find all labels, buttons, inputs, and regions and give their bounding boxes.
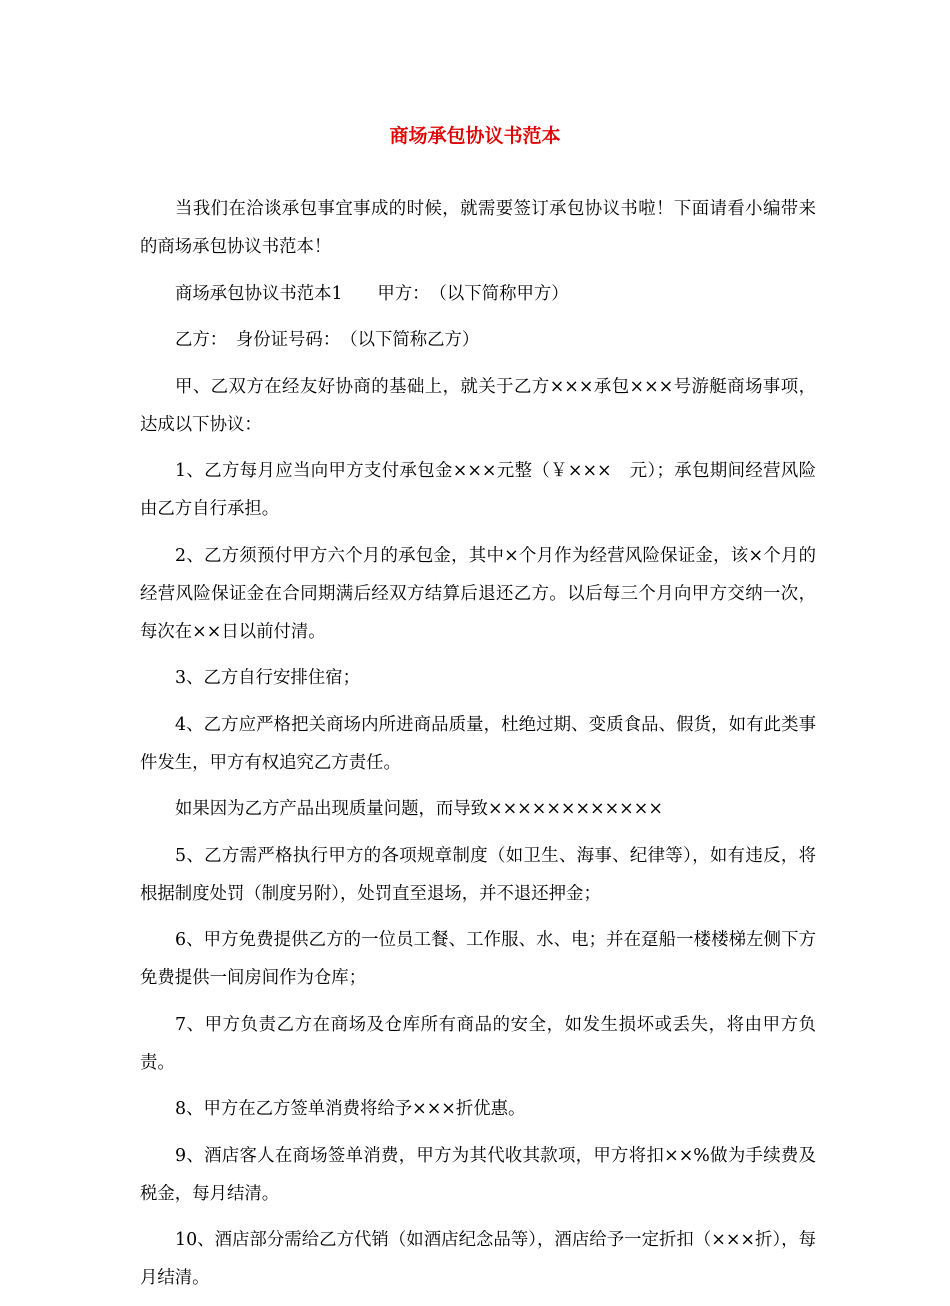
paragraph-clause-7: 7、甲方负责乙方在商场及仓库所有商品的安全，如发生损坏或丢失，将由甲方负责。 — [140, 1014, 816, 1073]
paragraph-clause-10: 10、酒店部分需给乙方代销（如酒店纪念品等），酒店给予一定折扣（×××折），每月结清。 — [140, 1230, 816, 1288]
paragraph-party-a: 商场承包协议书范本1 甲方： （以下简称甲方） — [175, 283, 569, 304]
paragraph-clause-3: 3、乙方自行安排住宿； — [175, 668, 360, 688]
paragraph-clause-1: 1、乙方每月应当向甲方支付承包金×××元整（￥××× 元）；承包期间经营风险由乙方自行承担。 — [140, 461, 816, 519]
paragraph-preamble: 甲、乙双方在经友好协商的基础上，就关于乙方×××承包×××号游艇商场事项，达成以下协议： — [140, 376, 816, 435]
paragraph-quality-note: 如果因为乙方产品出现质量问题，而导致×××××××××××× — [175, 799, 663, 819]
paragraph-clause-9: 9、酒店客人在商场签单消费，甲方为其代收其款项，甲方将扣××%做为手续费及税金，每月结清。 — [140, 1145, 816, 1204]
paragraph-clause-6: 6、甲方免费提供乙方的一位员工餐、工作服、水、电；并在趸船一楼楼梯左侧下方免费提供一间房间作为仓库； — [140, 930, 816, 988]
paragraph-clause-5: 5、乙方需严格执行甲方的各项规章制度（如卫生、海事、纪律等），如有违反，将根据制度处罚（制度另附），处罚直至退场，并不退还押金； — [140, 845, 816, 904]
document-title: 商场承包协议书范本 — [389, 125, 561, 147]
paragraph-party-b: 乙方： 身份证号码： （以下简称乙方） — [175, 330, 480, 350]
paragraph-intro: 当我们在洽谈承包事宜事成的时候，就需要签订承包协议书啦！下面请看小编带来的商场承包协议书范本！ — [140, 199, 816, 257]
paragraph-clause-2: 2、乙方须预付甲方六个月的承包金，其中×个月作为经营风险保证金，该×个月的经营风险保证金在合同期满后经双方结算后退还乙方。以后每三个月向甲方交纳一次，每次在××日以前付清。 — [140, 545, 816, 642]
document-body — [140, 190, 816, 1306]
paragraph-clause-8: 8、甲方在乙方签单消费将给予×××折优惠。 — [175, 1099, 526, 1119]
paragraph-clause-4: 4、乙方应严格把关商场内所进商品质量，杜绝过期、变质食品、假货，如有此类事件发生，甲方有权追究乙方责任。 — [140, 714, 816, 773]
